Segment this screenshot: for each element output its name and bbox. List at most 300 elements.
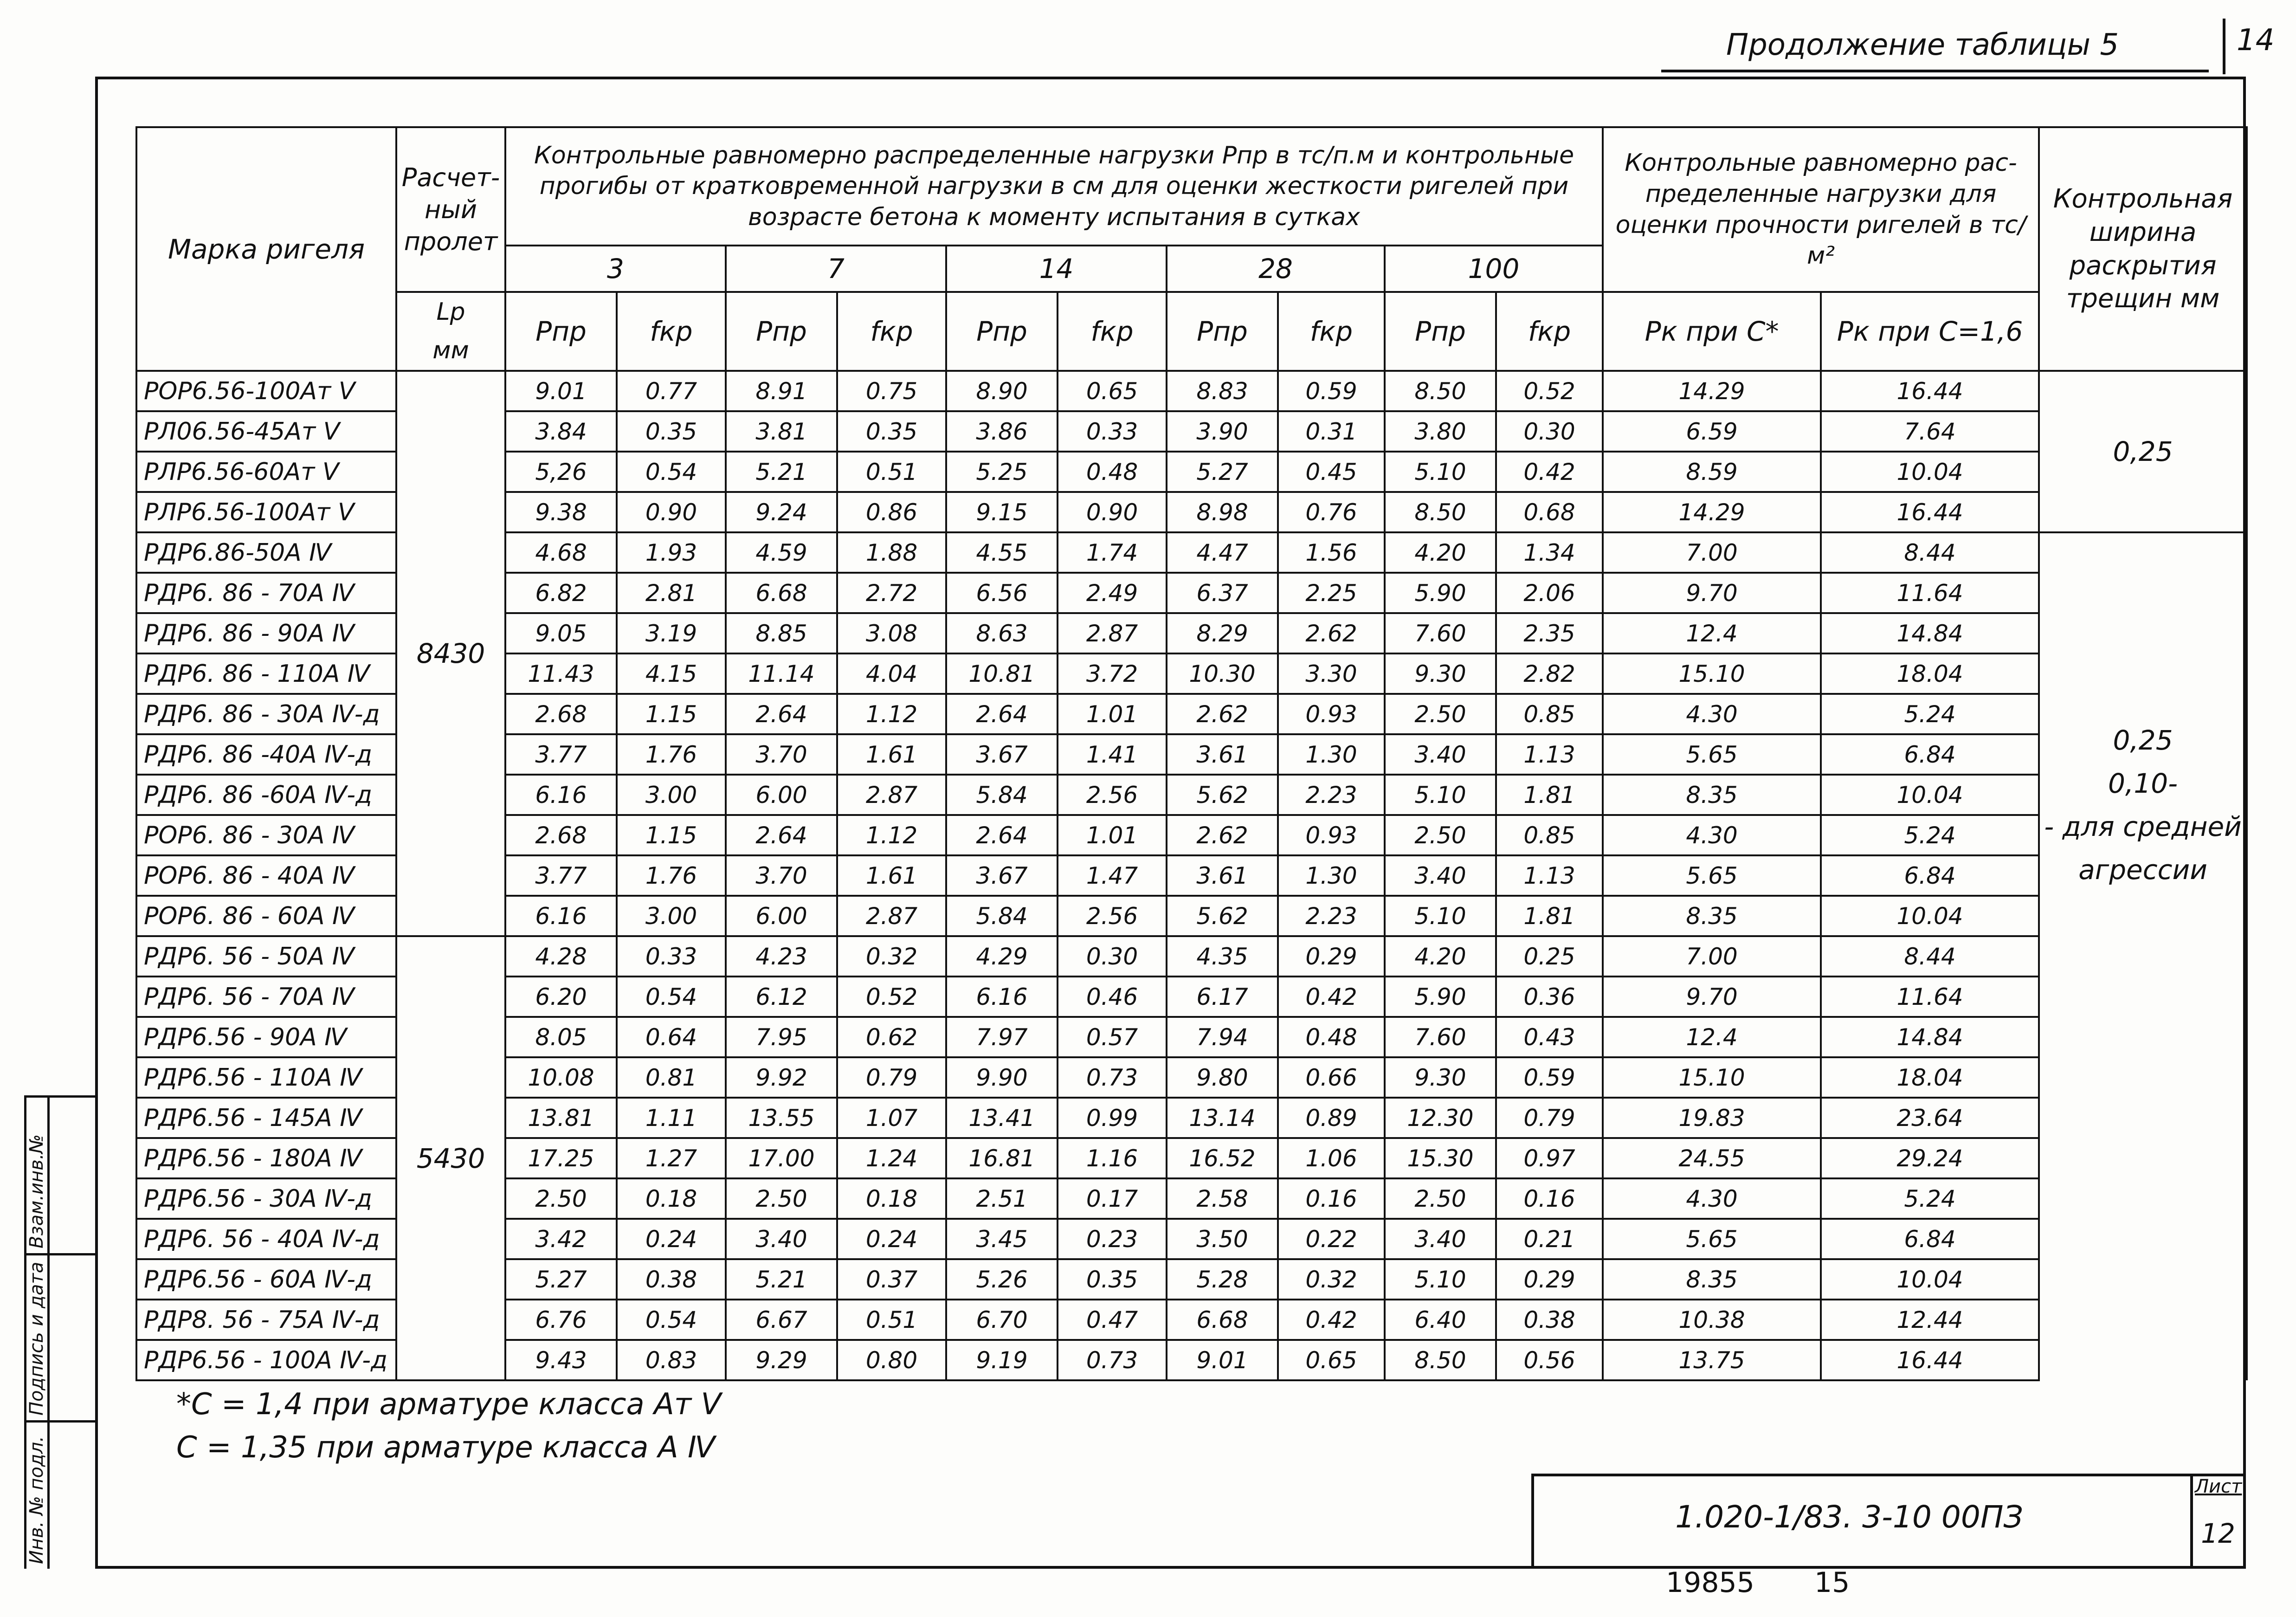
cell-f: 0.38 (1496, 1300, 1603, 1340)
cell-p: 3.84 (505, 411, 617, 452)
corner-divider (2223, 19, 2225, 74)
cell-pk-c: 10.38 (1603, 1300, 1821, 1340)
cell-f: 3.00 (617, 896, 726, 936)
cell-pk-c: 8.35 (1603, 1259, 1821, 1300)
cell-f: 0.93 (1278, 694, 1385, 734)
cell-p: 8.29 (1167, 613, 1278, 653)
header-p: Pпр (1385, 292, 1496, 371)
cell-f: 3.00 (617, 775, 726, 815)
cell-p: 3.70 (726, 855, 837, 896)
cell-f: 4.15 (617, 653, 726, 694)
cell-f: 1.13 (1496, 734, 1603, 775)
cell-f: 0.30 (1496, 411, 1603, 452)
cell-p: 9.29 (726, 1340, 837, 1380)
cell-f: 3.72 (1058, 653, 1167, 694)
cell-p: 6.12 (726, 977, 837, 1017)
side-label-replace-inv: Взам.инв.№ (26, 1134, 47, 1248)
cell-f: 0.29 (1278, 936, 1385, 977)
cell-f: 2.23 (1278, 775, 1385, 815)
cell-p: 5.62 (1167, 896, 1278, 936)
cell-p: 9.01 (505, 371, 617, 411)
row-mark: РДР6.56 - 110А Ⅳ (136, 1057, 396, 1098)
cell-p: 5.10 (1385, 896, 1496, 936)
table-row (136, 371, 2247, 411)
cell-f: 2.82 (1496, 653, 1603, 694)
sheet-label: Лист (2195, 1476, 2242, 1497)
cell-pk-c: 9.70 (1603, 977, 1821, 1017)
cell-p: 8.63 (946, 613, 1058, 653)
cell-f: 3.19 (617, 613, 726, 653)
cell-f: 0.81 (617, 1057, 726, 1098)
cell-p: 2.64 (726, 694, 837, 734)
cell-p: 13.81 (505, 1098, 617, 1138)
cell-pk-c16: 10.04 (1821, 775, 2039, 815)
cell-p: 5.21 (726, 1259, 837, 1300)
cell-pk-c: 6.59 (1603, 411, 1821, 452)
header-f: fкр (1058, 292, 1167, 371)
cell-f: 1.81 (1496, 775, 1603, 815)
cell-f: 0.17 (1058, 1178, 1167, 1219)
cell-p: 5.25 (946, 452, 1058, 492)
cell-p: 2.62 (1167, 694, 1278, 734)
header-p: Pпр (1167, 292, 1278, 371)
cell-p: 9.43 (505, 1340, 617, 1380)
header-age-28: 28 (1167, 246, 1385, 292)
cell-p: 3.86 (946, 411, 1058, 452)
cell-f: 0.24 (617, 1219, 726, 1259)
cell-f: 0.32 (1278, 1259, 1385, 1300)
cell-p: 6.00 (726, 775, 837, 815)
header-stiffness-group: Контрольные равномерно распределенные нагрузки Pпр в тс/п.м и контрольные прогибы от кратковременной нагрузки в см для оценки жесткости ригелей при возрасте бетона к моменту испытания в сутках (505, 127, 1603, 246)
cell-f: 1.12 (837, 815, 946, 855)
cell-pk-c: 4.30 (1603, 694, 1821, 734)
row-mark: РДР6. 56 - 40А Ⅳ-д (136, 1219, 396, 1259)
cell-f: 2.35 (1496, 613, 1603, 653)
row-mark: РОР6. 86 - 30А Ⅳ (136, 815, 396, 855)
row-mark: РДР6. 56 - 70А Ⅳ (136, 977, 396, 1017)
cell-p: 3.61 (1167, 855, 1278, 896)
header-span: Расчет-ный пролет (396, 127, 505, 292)
cell-f: 1.81 (1496, 896, 1603, 936)
cell-f: 0.90 (617, 492, 726, 532)
cell-pk-c16: 5.24 (1821, 1178, 2039, 1219)
cell-p: 7.95 (726, 1017, 837, 1057)
cell-p: 5.84 (946, 896, 1058, 936)
cell-f: 0.21 (1496, 1219, 1603, 1259)
cell-f: 1.06 (1278, 1138, 1385, 1178)
cell-p: 3.81 (726, 411, 837, 452)
cell-p: 5.10 (1385, 775, 1496, 815)
cell-f: 0.57 (1058, 1017, 1167, 1057)
cell-pk-c: 12.4 (1603, 1017, 1821, 1057)
cell-p: 5.27 (1167, 452, 1278, 492)
cell-f: 2.23 (1278, 896, 1385, 936)
footnote-at5: *C = 1,4 при арматуре класса Ат Ⅴ (176, 1387, 722, 1422)
row-mark: РДР6.56 - 90А Ⅳ (136, 1017, 396, 1057)
row-mark: РДР6.56 - 145А Ⅳ (136, 1098, 396, 1138)
side-strip-sep-2 (24, 1420, 95, 1423)
row-mark: РДР6. 86 - 70А Ⅳ (136, 573, 396, 613)
cell-f: 1.07 (837, 1098, 946, 1138)
row-mark: РДР8. 56 - 75А Ⅳ-д (136, 1300, 396, 1340)
cell-f: 0.18 (617, 1178, 726, 1219)
cell-p: 11.43 (505, 653, 617, 694)
cell-p: 4.47 (1167, 532, 1278, 573)
row-mark: РДР6. 86 -60А Ⅳ-д (136, 775, 396, 815)
cell-f: 2.87 (837, 896, 946, 936)
cell-f: 2.72 (837, 573, 946, 613)
load-table (135, 126, 2248, 1381)
cell-f: 2.56 (1058, 896, 1167, 936)
cell-f: 1.15 (617, 694, 726, 734)
cell-f: 1.34 (1496, 532, 1603, 573)
cell-p: 6.16 (505, 896, 617, 936)
row-mark: РЛ06.56-45Ат Ⅴ (136, 411, 396, 452)
cell-pk-c: 5.65 (1603, 734, 1821, 775)
header-crack: Контрольная ширина раскрытия трещин мм (2039, 127, 2247, 371)
cell-p: 3.77 (505, 734, 617, 775)
cell-f: 0.73 (1058, 1057, 1167, 1098)
cell-p: 9.30 (1385, 653, 1496, 694)
cell-pk-c16: 16.44 (1821, 371, 2039, 411)
cell-p: 16.81 (946, 1138, 1058, 1178)
crack-width-group2-text (2040, 533, 2246, 891)
row-mark: РОР6. 86 - 40А Ⅳ (136, 855, 396, 896)
cell-pk-c16: 6.84 (1821, 855, 2039, 896)
cell-p: 5.27 (505, 1259, 617, 1300)
continuation-title: Продолжение таблицы 5 (1726, 28, 2119, 62)
cell-f: 0.66 (1278, 1057, 1385, 1098)
side-label-signature-date: Подпись и дата (26, 1261, 47, 1416)
cell-p: 6.16 (505, 775, 617, 815)
header-pk-c16: Pк при C=1,6 (1821, 292, 2039, 371)
cell-f: 1.01 (1058, 694, 1167, 734)
cell-pk-c16: 11.64 (1821, 573, 2039, 613)
cell-f: 0.23 (1058, 1219, 1167, 1259)
cell-p: 7.97 (946, 1017, 1058, 1057)
cell-pk-c: 12.4 (1603, 613, 1821, 653)
cell-f: 1.61 (837, 734, 946, 775)
crack-width-line: 0,25 (2113, 724, 2173, 757)
cell-f: 0.65 (1058, 371, 1167, 411)
document-code: 1.020-1/83. 3-10 00ПЗ (1675, 1499, 2023, 1535)
cell-pk-c: 19.83 (1603, 1098, 1821, 1138)
row-mark: РОР6. 86 - 60А Ⅳ (136, 896, 396, 936)
cell-pk-c16: 18.04 (1821, 653, 2039, 694)
cell-pk-c16: 18.04 (1821, 1057, 2039, 1098)
crack-width-line: - для средней агрессии (2044, 810, 2242, 886)
cell-p: 5.21 (726, 452, 837, 492)
cell-p: 3.77 (505, 855, 617, 896)
cell-p: 8.90 (946, 371, 1058, 411)
cell-f: 0.68 (1496, 492, 1603, 532)
cell-pk-c16: 8.44 (1821, 936, 2039, 977)
cell-p: 8.50 (1385, 492, 1496, 532)
cell-pk-c16: 6.84 (1821, 1219, 2039, 1259)
footnotes (176, 1383, 721, 1469)
crack-width-line: 0,10- (2108, 768, 2178, 800)
side-strip-top (24, 1095, 95, 1098)
cell-p: 6.16 (946, 977, 1058, 1017)
cell-p: 3.40 (1385, 1219, 1496, 1259)
cell-f: 1.61 (837, 855, 946, 896)
cell-p: 7.60 (1385, 1017, 1496, 1057)
cell-f: 0.37 (837, 1259, 946, 1300)
side-strip-divider (47, 1095, 50, 1569)
cell-pk-c: 8.35 (1603, 896, 1821, 936)
cell-f: 0.31 (1278, 411, 1385, 452)
cell-pk-c16: 14.84 (1821, 1017, 2039, 1057)
cell-p: 6.40 (1385, 1300, 1496, 1340)
cell-f: 4.04 (837, 653, 946, 694)
cell-f: 0.51 (837, 1300, 946, 1340)
cell-p: 8.85 (726, 613, 837, 653)
cell-f: 0.80 (837, 1340, 946, 1380)
cell-pk-c16: 7.64 (1821, 411, 2039, 452)
cell-p: 8.50 (1385, 371, 1496, 411)
cell-p: 8.05 (505, 1017, 617, 1057)
table-body (136, 371, 2247, 1380)
cell-p: 3.40 (1385, 734, 1496, 775)
cell-f: 0.89 (1278, 1098, 1385, 1138)
cell-f: 0.59 (1496, 1057, 1603, 1098)
cell-f: 1.76 (617, 855, 726, 896)
cell-f: 0.46 (1058, 977, 1167, 1017)
cell-p: 3.67 (946, 855, 1058, 896)
cell-p: 7.60 (1385, 613, 1496, 653)
cell-pk-c16: 12.44 (1821, 1300, 2039, 1340)
cell-pk-c16: 8.44 (1821, 532, 2039, 573)
cell-p: 2.50 (726, 1178, 837, 1219)
cell-pk-c: 7.00 (1603, 936, 1821, 977)
cell-p: 4.28 (505, 936, 617, 977)
cell-pk-c16: 5.24 (1821, 694, 2039, 734)
cell-f: 0.48 (1058, 452, 1167, 492)
cell-p: 11.14 (726, 653, 837, 694)
cell-p: 6.68 (726, 573, 837, 613)
footnote-a4: C = 1,35 при арматуре класса А Ⅳ (176, 1430, 715, 1465)
cell-pk-c: 5.65 (1603, 1219, 1821, 1259)
cell-f: 0.38 (617, 1259, 726, 1300)
cell-p: 9.90 (946, 1057, 1058, 1098)
cell-f: 0.97 (1496, 1138, 1603, 1178)
cell-f: 2.62 (1278, 613, 1385, 653)
cell-p: 9.80 (1167, 1057, 1278, 1098)
cell-pk-c: 8.35 (1603, 775, 1821, 815)
cell-p: 5.10 (1385, 1259, 1496, 1300)
cell-f: 0.47 (1058, 1300, 1167, 1340)
cell-p: 6.37 (1167, 573, 1278, 613)
bottom-numbers (1666, 1566, 1901, 1599)
cell-p: 15.30 (1385, 1138, 1496, 1178)
cell-p: 2.62 (1167, 815, 1278, 855)
cell-f: 0.33 (617, 936, 726, 977)
cell-p: 6.20 (505, 977, 617, 1017)
cell-f: 1.76 (617, 734, 726, 775)
cell-pk-c: 9.70 (1603, 573, 1821, 613)
cell-f: 0.22 (1278, 1219, 1385, 1259)
cell-f: 0.79 (837, 1057, 946, 1098)
cell-f: 0.24 (837, 1219, 946, 1259)
cell-p: 3.90 (1167, 411, 1278, 452)
row-mark: РДР6. 86 - 110А Ⅳ (136, 653, 396, 694)
cell-p: 6.82 (505, 573, 617, 613)
row-mark: РДР6.56 - 30А Ⅳ-д (136, 1178, 396, 1219)
cell-p: 10.08 (505, 1057, 617, 1098)
cell-p: 6.56 (946, 573, 1058, 613)
cell-p: 8.50 (1385, 1340, 1496, 1380)
cell-pk-c16: 11.64 (1821, 977, 2039, 1017)
row-mark: РЛР6.56-100Ат Ⅴ (136, 492, 396, 532)
cell-p: 13.14 (1167, 1098, 1278, 1138)
cell-p: 6.00 (726, 896, 837, 936)
cell-p: 2.50 (1385, 815, 1496, 855)
cell-f: 0.85 (1496, 815, 1603, 855)
header-span-mm: мм (432, 336, 469, 365)
cell-f: 0.73 (1058, 1340, 1167, 1380)
cell-p: 17.00 (726, 1138, 837, 1178)
archive-number: 19855 (1666, 1566, 1754, 1599)
cell-p: 2.68 (505, 694, 617, 734)
cell-p: 4.29 (946, 936, 1058, 977)
format-number: 15 (1814, 1566, 1850, 1599)
cell-p: 5.84 (946, 775, 1058, 815)
cell-f: 2.25 (1278, 573, 1385, 613)
cell-f: 1.27 (617, 1138, 726, 1178)
cell-p: 3.80 (1385, 411, 1496, 452)
cell-f: 0.33 (1058, 411, 1167, 452)
cell-p: 10.30 (1167, 653, 1278, 694)
side-strip (24, 1095, 95, 1569)
row-mark: РДР6. 86 - 90А Ⅳ (136, 613, 396, 653)
cell-p: 3.40 (726, 1219, 837, 1259)
cell-p: 5.62 (1167, 775, 1278, 815)
cell-p: 13.55 (726, 1098, 837, 1138)
cell-f: 2.87 (1058, 613, 1167, 653)
cell-pk-c16: 6.84 (1821, 734, 2039, 775)
cell-p: 2.64 (946, 694, 1058, 734)
cell-f: 0.16 (1278, 1178, 1385, 1219)
row-mark: РДР6.56 - 100А Ⅳ-д (136, 1340, 396, 1380)
row-mark: РДР6.56 - 180А Ⅳ (136, 1138, 396, 1178)
header-span-unit (396, 292, 505, 371)
cell-f: 0.90 (1058, 492, 1167, 532)
cell-f: 0.36 (1496, 977, 1603, 1017)
cell-p: 4.68 (505, 532, 617, 573)
cell-pk-c: 4.30 (1603, 815, 1821, 855)
header-age-100: 100 (1385, 246, 1603, 292)
cell-f: 3.08 (837, 613, 946, 653)
header-mark: Марка ригеля (136, 127, 396, 371)
table-row (136, 936, 2247, 977)
cell-f: 0.54 (617, 1300, 726, 1340)
page-number-top: 14 (2237, 23, 2275, 58)
header-age-14: 14 (946, 246, 1167, 292)
cell-pk-c16: 16.44 (1821, 1340, 2039, 1380)
header-f: fкр (1278, 292, 1385, 371)
cell-f: 0.43 (1496, 1017, 1603, 1057)
cell-f: 0.54 (617, 452, 726, 492)
cell-p: 17.25 (505, 1138, 617, 1178)
cell-f: 0.83 (617, 1340, 726, 1380)
cell-f: 0.59 (1278, 371, 1385, 411)
cell-f: 2.56 (1058, 775, 1167, 815)
cell-p: 3.50 (1167, 1219, 1278, 1259)
header-p: Pпр (726, 292, 837, 371)
crack-width-group1: 0,25 (2039, 371, 2247, 532)
header-age-7: 7 (726, 246, 946, 292)
cell-pk-c16: 5.24 (1821, 815, 2039, 855)
header-strength-group: Контрольные равномерно рас-пределенные нагрузки для оценки прочности ригелей в тс/м² (1603, 127, 2039, 292)
cell-f: 0.25 (1496, 936, 1603, 977)
cell-p: 5.28 (1167, 1259, 1278, 1300)
cell-f: 2.49 (1058, 573, 1167, 613)
cell-pk-c: 14.29 (1603, 492, 1821, 532)
cell-p: 5.90 (1385, 573, 1496, 613)
cell-p: 2.58 (1167, 1178, 1278, 1219)
cell-f: 3.30 (1278, 653, 1385, 694)
cell-p: 2.68 (505, 815, 617, 855)
cell-p: 9.24 (726, 492, 837, 532)
cell-p: 3.61 (1167, 734, 1278, 775)
cell-p: 8.83 (1167, 371, 1278, 411)
cell-f: 0.56 (1496, 1340, 1603, 1380)
cell-f: 0.85 (1496, 694, 1603, 734)
header-p: Pпр (946, 292, 1058, 371)
cell-f: 1.16 (1058, 1138, 1167, 1178)
cell-p: 2.50 (1385, 1178, 1496, 1219)
cell-p: 9.30 (1385, 1057, 1496, 1098)
cell-f: 0.42 (1278, 1300, 1385, 1340)
cell-f: 0.35 (1058, 1259, 1167, 1300)
cell-p: 10.81 (946, 653, 1058, 694)
row-mark: РДР6. 86 - 30А Ⅳ-д (136, 694, 396, 734)
cell-p: 5,26 (505, 452, 617, 492)
cell-f: 0.79 (1496, 1098, 1603, 1138)
cell-pk-c: 24.55 (1603, 1138, 1821, 1178)
cell-f: 1.30 (1278, 855, 1385, 896)
row-mark: РОР6.56-100Ат Ⅴ (136, 371, 396, 411)
cell-p: 3.45 (946, 1219, 1058, 1259)
header-pk-c: Pк при C* (1603, 292, 1821, 371)
cell-f: 0.86 (837, 492, 946, 532)
cell-f: 0.48 (1278, 1017, 1385, 1057)
cell-f: 0.42 (1496, 452, 1603, 492)
cell-p: 3.70 (726, 734, 837, 775)
cell-p: 2.50 (505, 1178, 617, 1219)
cell-p: 5.26 (946, 1259, 1058, 1300)
cell-pk-c: 8.59 (1603, 452, 1821, 492)
cell-p: 6.76 (505, 1300, 617, 1340)
cell-p: 5.90 (1385, 977, 1496, 1017)
cell-f: 0.51 (837, 452, 946, 492)
cell-p: 2.51 (946, 1178, 1058, 1219)
cell-p: 7.94 (1167, 1017, 1278, 1057)
cell-p: 3.40 (1385, 855, 1496, 896)
cell-pk-c: 15.10 (1603, 1057, 1821, 1098)
cell-p: 9.92 (726, 1057, 837, 1098)
cell-p: 12.30 (1385, 1098, 1496, 1138)
side-label-inv-original: Инв. № подл. (26, 1436, 47, 1564)
cell-f: 1.01 (1058, 815, 1167, 855)
cell-pk-c: 14.29 (1603, 371, 1821, 411)
cell-p: 9.15 (946, 492, 1058, 532)
cell-f: 0.35 (617, 411, 726, 452)
cell-pk-c: 5.65 (1603, 855, 1821, 896)
cell-p: 4.59 (726, 532, 837, 573)
cell-pk-c: 7.00 (1603, 532, 1821, 573)
cell-p: 4.35 (1167, 936, 1278, 977)
